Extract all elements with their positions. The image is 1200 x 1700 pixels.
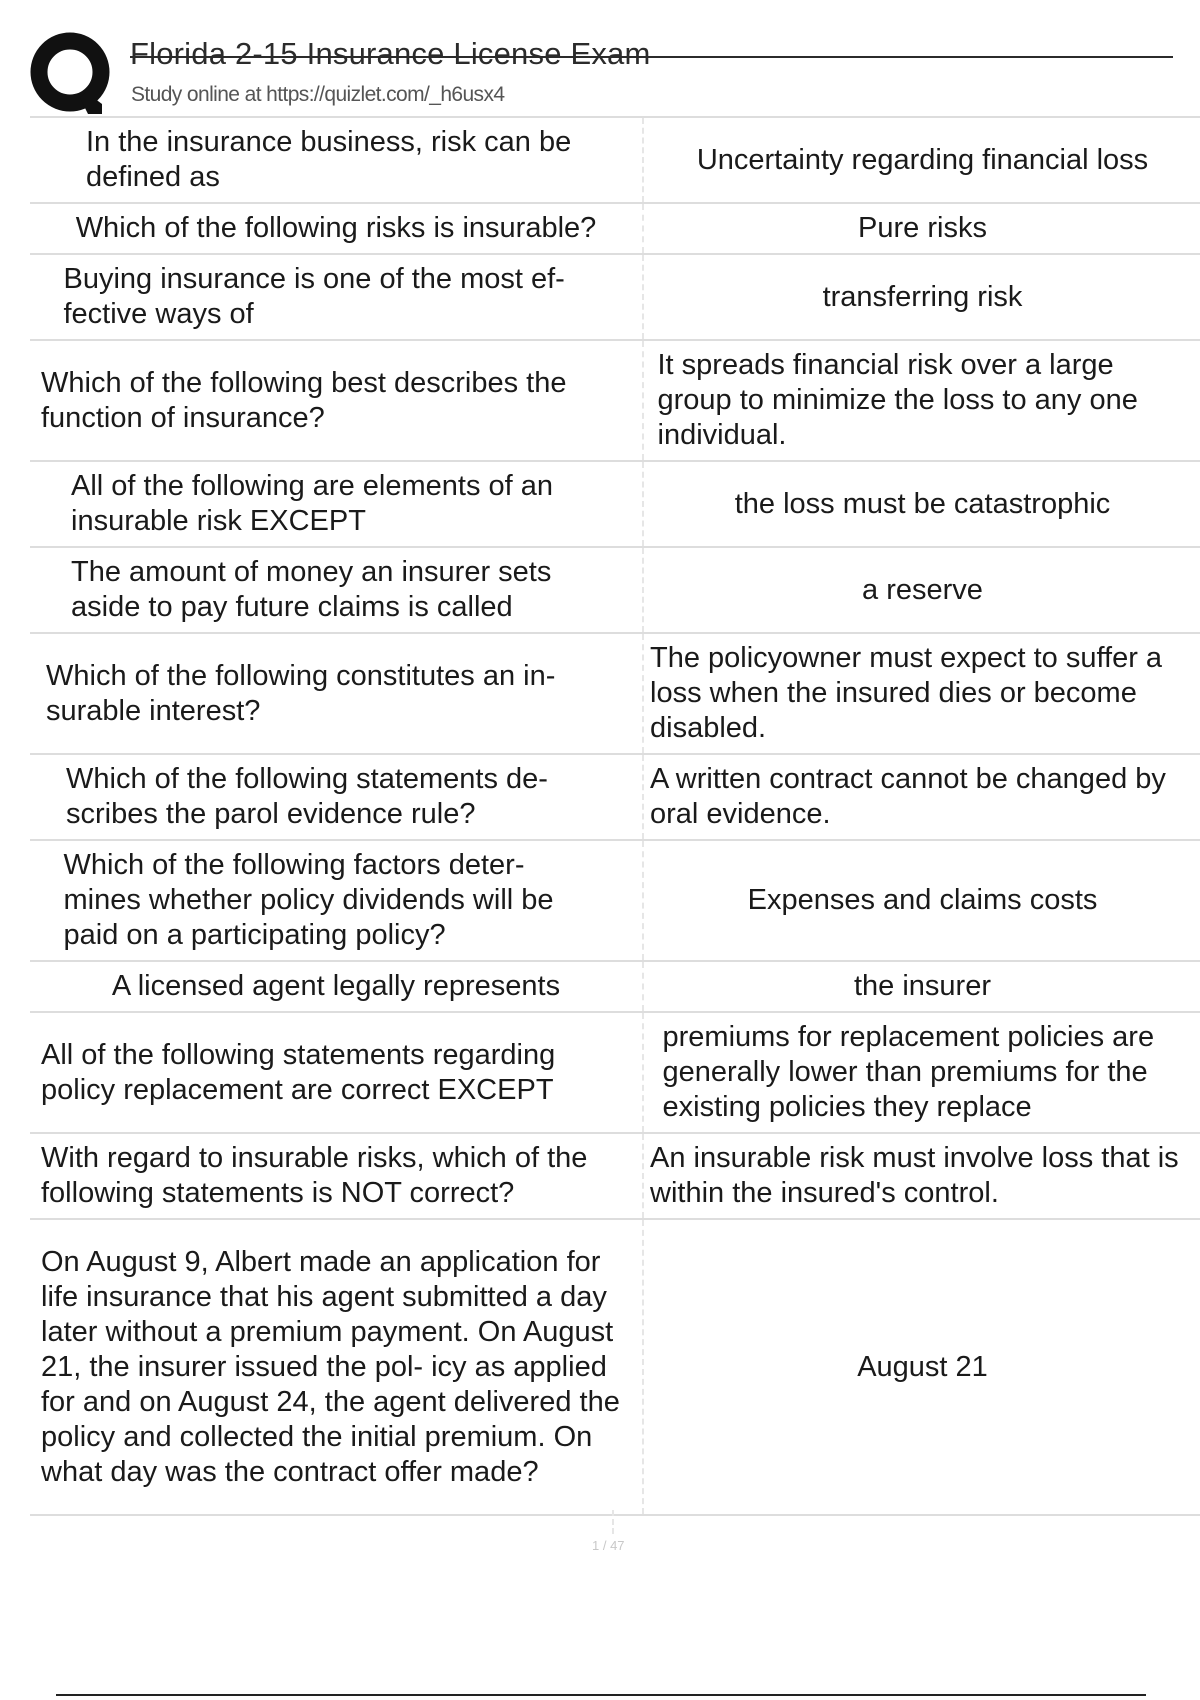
answer-text: August 21: [857, 1350, 988, 1383]
question-text: On August 9, Albert made an application for life insurance that his agent submitted a day later without a premium payment. On August 21, the insurer issued the pol- icy as applied for and on August 24, the agent delivered the policy and collected the initial premium. On what day was the contract offer made?: [41, 1245, 620, 1488]
question-text: Which of the following best describes the function of insurance?: [41, 366, 567, 434]
question-cell: [30, 203, 643, 254]
answer-cell: [643, 117, 1200, 203]
page-header: [30, 28, 1140, 113]
answer-cell: [643, 961, 1200, 1012]
footer-rule: [56, 1694, 1146, 1696]
page-title: Florida 2-15 Insurance License Exam: [130, 36, 651, 71]
table-row: [30, 961, 1200, 1012]
table-row: [30, 117, 1200, 203]
question-text: Which of the following statements de- scribes the parol evidence rule?: [66, 763, 548, 830]
answer-text: the loss must be catastrophic: [734, 487, 1111, 520]
question-cell: [30, 1133, 643, 1219]
question-text: With regard to insurable risks, which of the following statements is NOT correct?: [41, 1142, 588, 1209]
question-cell: [30, 840, 643, 961]
table-row: [30, 840, 1200, 961]
answer-text: premiums for replacement policies are generally lower than premiums for the existing policies they replace: [662, 1021, 1155, 1123]
study-online-link[interactable]: Study online at https://quizlet.com/_h6usx4: [131, 83, 505, 106]
flashcard-table: [30, 116, 1200, 1516]
question-text: Which of the following risks is insurable?: [75, 212, 597, 244]
table-row: [30, 203, 1200, 254]
answer-cell: [643, 1133, 1200, 1219]
question-cell: [30, 1012, 643, 1133]
answer-cell: [643, 547, 1200, 633]
question-cell: [30, 1219, 643, 1515]
question-text: A licensed agent legally represents: [111, 970, 561, 1002]
answer-text: the insurer: [853, 970, 991, 1002]
question-cell: [30, 117, 643, 203]
answer-text: Pure risks: [858, 212, 987, 244]
answer-text: A written contract cannot be changed by oral evidence.: [650, 763, 1166, 830]
answer-text: Uncertainty regarding financial loss: [696, 143, 1149, 176]
question-text: Which of the following constitutes an in- surable interest?: [46, 659, 556, 727]
question-cell: [30, 340, 643, 461]
table-row: [30, 1219, 1200, 1515]
quizlet-logo-icon: [30, 32, 114, 116]
table-row: [30, 754, 1200, 840]
question-cell: [30, 461, 643, 547]
question-cell: [30, 633, 643, 754]
page-number: 1 / 47: [592, 1538, 625, 1553]
answer-text: It spreads financial risk over a large group to minimize the loss to any one individual.: [657, 349, 1138, 451]
answer-cell: [643, 254, 1200, 340]
table-row: [30, 1133, 1200, 1219]
page-divider-tick: [612, 1510, 616, 1534]
table-row: [30, 254, 1200, 340]
answer-text: a reserve: [862, 573, 983, 606]
answer-cell: [643, 203, 1200, 254]
answer-cell: [643, 340, 1200, 461]
question-cell: [30, 961, 643, 1012]
table-row: [30, 461, 1200, 547]
question-text: The amount of money an insurer sets aside to pay future claims is called: [71, 556, 552, 623]
question-text: All of the following statements regarding policy replacement are correct EXCEPT: [41, 1038, 556, 1106]
answer-text: An insurable risk must involve loss that is within the insured's control.: [650, 1142, 1179, 1209]
answer-text: Expenses and claims costs: [747, 884, 1098, 916]
table-row: [30, 1012, 1200, 1133]
question-text: In the insurance business, risk can be defined as: [86, 126, 572, 193]
answer-text: The policyowner must expect to suffer a loss when the insured dies or become disabled.: [650, 642, 1163, 744]
answer-cell: [643, 840, 1200, 961]
question-cell: [30, 547, 643, 633]
table-row: [30, 547, 1200, 633]
question-text: Buying insurance is one of the most ef- fective ways of: [63, 263, 565, 330]
question-cell: [30, 754, 643, 840]
table-row: [30, 633, 1200, 754]
answer-text: transferring risk: [822, 280, 1023, 313]
table-row: [30, 340, 1200, 461]
answer-cell: [643, 633, 1200, 754]
answer-cell: [643, 1012, 1200, 1133]
answer-cell: [643, 461, 1200, 547]
answer-cell: [643, 754, 1200, 840]
question-text: Which of the following factors deter- mines whether policy dividends will be paid on a participating policy?: [63, 849, 554, 951]
answer-cell: [643, 1219, 1200, 1515]
question-cell: [30, 254, 643, 340]
question-text: All of the following are elements of an insurable risk EXCEPT: [71, 470, 553, 537]
